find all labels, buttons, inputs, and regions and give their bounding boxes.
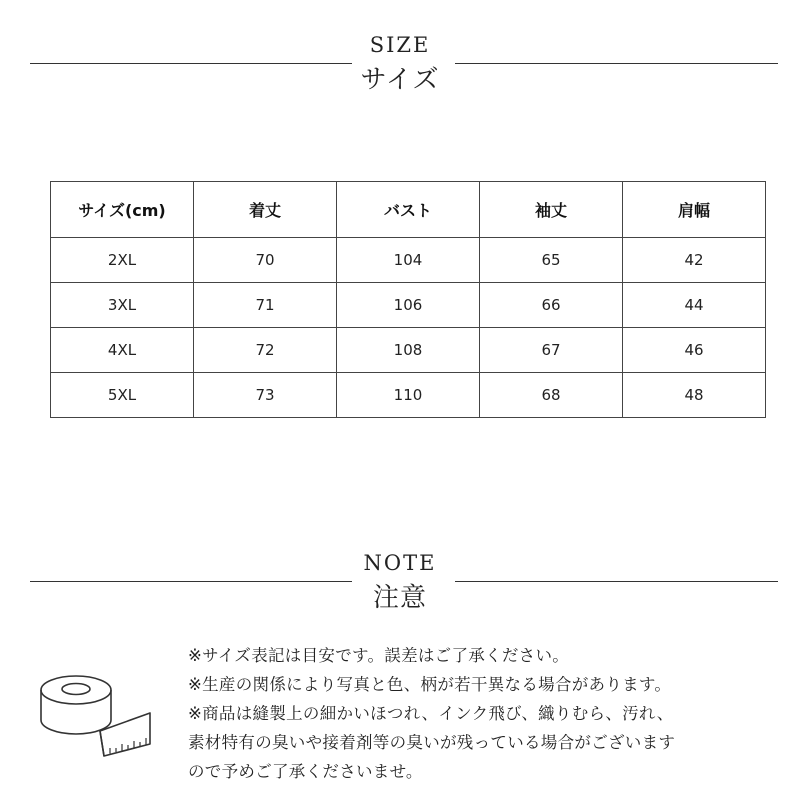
header-sleeve: 袖丈 bbox=[480, 182, 623, 238]
table-cell: 110 bbox=[337, 373, 480, 418]
table-cell: 67 bbox=[480, 328, 623, 373]
note-section-header bbox=[0, 551, 800, 611]
table-cell: 42 bbox=[623, 238, 766, 283]
header-size: サイズ(cm) bbox=[51, 182, 194, 238]
note-line: ので予めご了承くださいませ。 bbox=[188, 762, 423, 781]
table-header-row bbox=[51, 182, 766, 238]
table-row bbox=[51, 328, 766, 373]
table-cell: 71 bbox=[194, 283, 337, 328]
table-cell: 68 bbox=[480, 373, 623, 418]
note-line: ※サイズ表記は目安です。誤差はご了承ください。 bbox=[188, 646, 570, 665]
table-cell: 5XL bbox=[51, 373, 194, 418]
header-bust: バスト bbox=[337, 182, 480, 238]
table-cell: 66 bbox=[480, 283, 623, 328]
note-line: ※商品は縫製上の細かいほつれ、インク飛び、織りむら、汚れ、 bbox=[188, 704, 674, 723]
size-table bbox=[50, 181, 766, 418]
size-title-en: SIZE bbox=[369, 33, 431, 57]
table-row bbox=[51, 238, 766, 283]
table-cell: 3XL bbox=[51, 283, 194, 328]
header-length: 着丈 bbox=[194, 182, 337, 238]
table-cell: 70 bbox=[194, 238, 337, 283]
table-cell: 2XL bbox=[51, 238, 194, 283]
table-row bbox=[51, 283, 766, 328]
note-text bbox=[188, 641, 788, 786]
size-section-header bbox=[0, 33, 800, 93]
table-cell: 4XL bbox=[51, 328, 194, 373]
table-cell: 48 bbox=[623, 373, 766, 418]
header-shoulder: 肩幅 bbox=[623, 182, 766, 238]
table-cell: 73 bbox=[194, 373, 337, 418]
table-cell: 65 bbox=[480, 238, 623, 283]
note-line: 素材特有の臭いや接着剤等の臭いが残っている場合がございます bbox=[188, 733, 676, 752]
table-cell: 44 bbox=[623, 283, 766, 328]
note-title-ja: 注意 bbox=[372, 583, 427, 613]
table-cell: 72 bbox=[194, 328, 337, 373]
size-title-ja: サイズ bbox=[360, 65, 440, 95]
note-title-en: NOTE bbox=[363, 551, 437, 575]
table-cell: 104 bbox=[337, 238, 480, 283]
table-row bbox=[51, 373, 766, 418]
measuring-tape-icon bbox=[38, 668, 153, 758]
table-cell: 106 bbox=[337, 283, 480, 328]
note-line: ※生産の関係により写真と色、柄が若干異なる場合があります。 bbox=[188, 675, 672, 694]
table-cell: 108 bbox=[337, 328, 480, 373]
table-cell: 46 bbox=[623, 328, 766, 373]
